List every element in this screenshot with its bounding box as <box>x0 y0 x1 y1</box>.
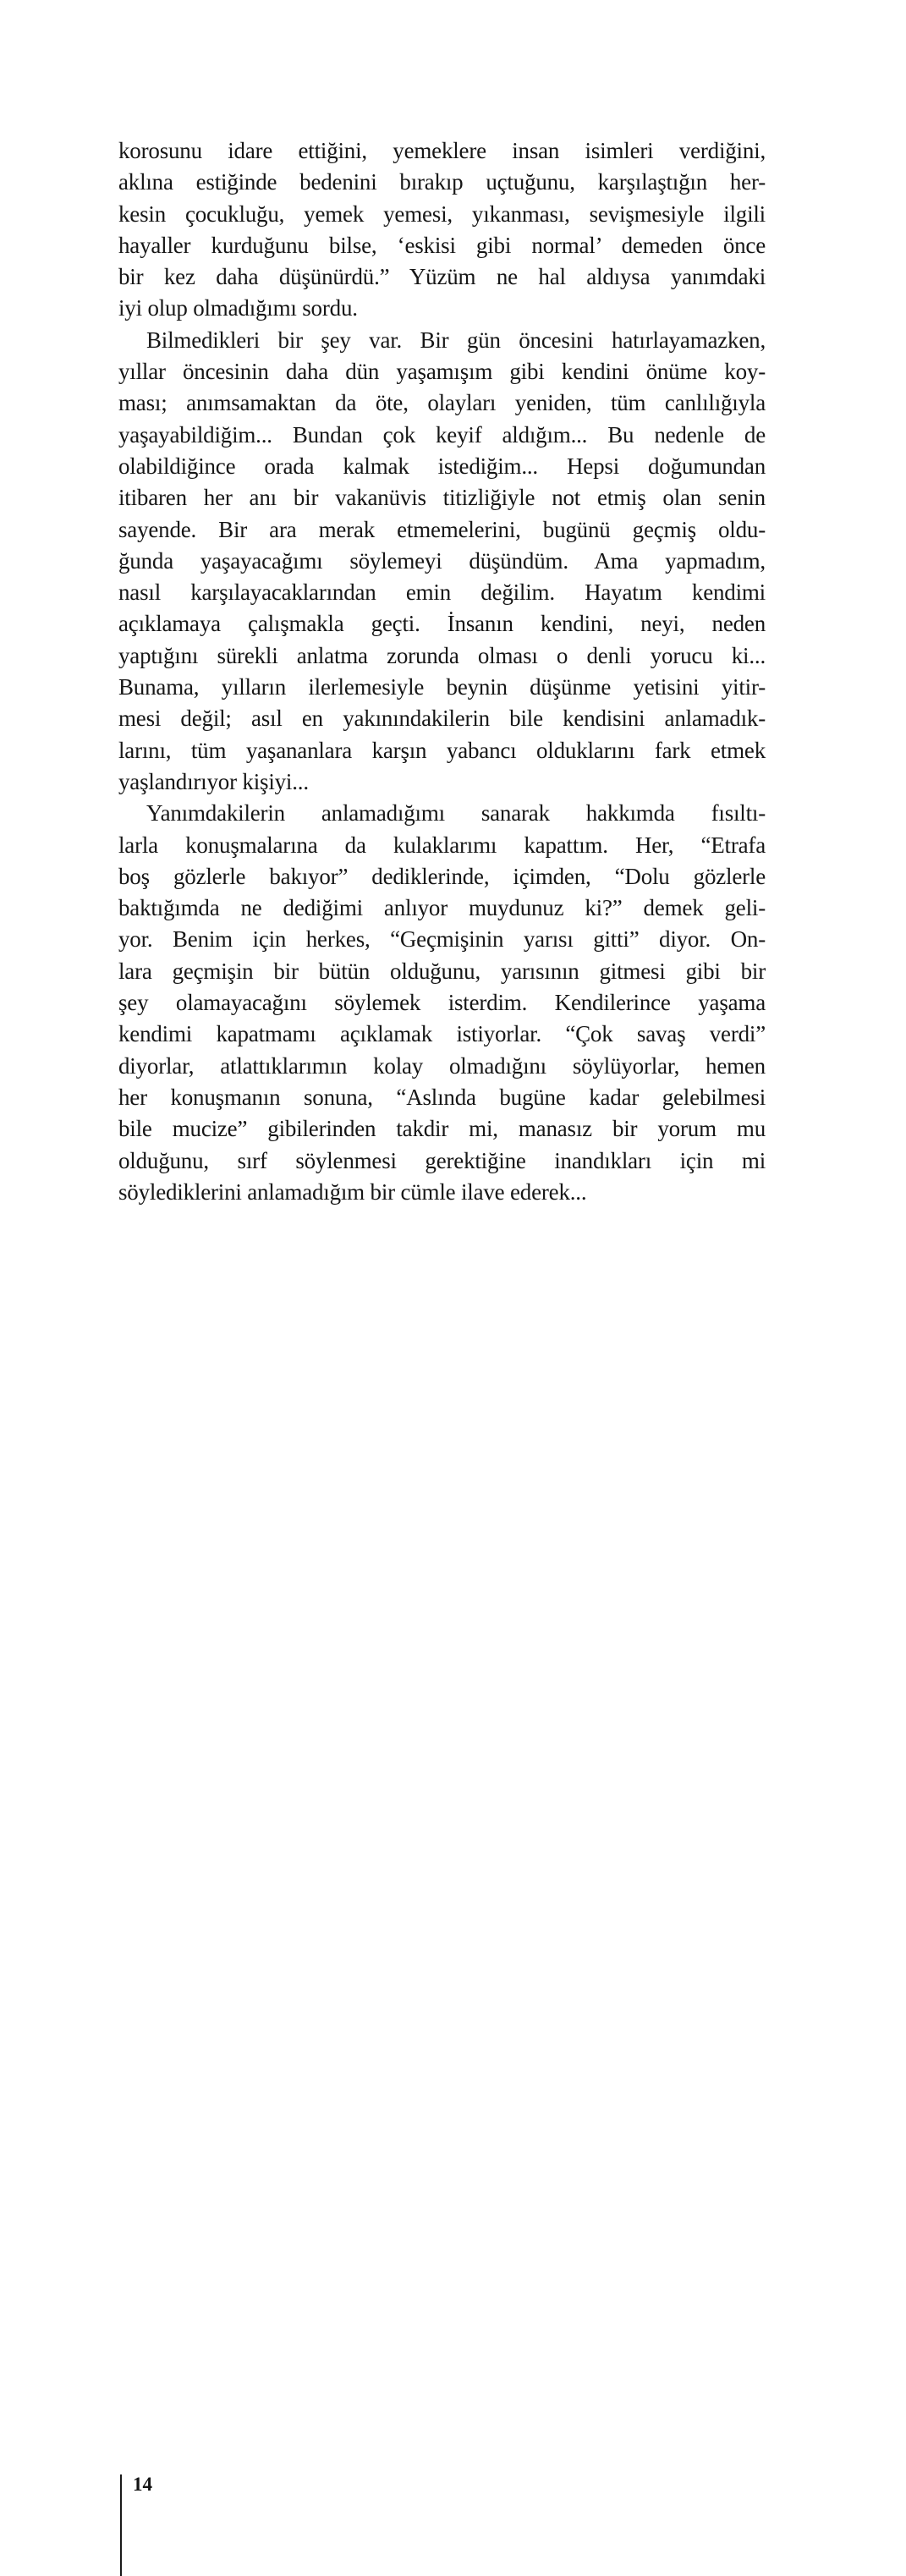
text-line: diyorlar, atlattıklarımın kolay olmadığını söylüyorlar, hemen <box>118 1052 766 1079</box>
spine-rule <box>120 2474 122 2576</box>
paragraph <box>118 325 766 798</box>
text-block <box>118 135 766 1208</box>
text-line: kendimi kapatmamı açıklamak istiyorlar. “Çok savaş verdi” <box>118 1021 766 1047</box>
text-line: yaşlandırıyor kişiyi... <box>118 768 309 794</box>
text-line: yaptığını sürekli anlatma zorunda olması o denli yorucu ki... <box>118 642 766 668</box>
text-line: lara geçmişin bir bütün olduğunu, yarısının gitmesi gibi bir <box>118 958 766 984</box>
text-line: baktığımda ne dediğimi anlıyor muydunuz ki?” demek geli- <box>118 895 766 921</box>
text-line: her konuşmanın sonuna, “Aslında bugüne kadar gelebilmesi <box>118 1084 766 1110</box>
text-line: korosunu idare ettiğini, yemeklere insan isimleri verdiğini, <box>118 138 766 163</box>
text-line: Bilmedikleri bir şey var. Bir gün öncesini hatırlayamazken, <box>146 327 766 353</box>
text-line: boş gözlerle bakıyor” dediklerinde, içimden, “Dolu gözlerle <box>118 863 766 889</box>
text-line: bile mucize” gibilerinden takdir mi, manasız bir yorum mu <box>118 1116 766 1142</box>
text-line: itibaren her anı bir vakanüvis titizliğiyle not etmiş olan senin <box>118 485 766 511</box>
text-line: mesi değil; asıl en yakınındakilerin bile kendisini anlamadık- <box>118 706 766 732</box>
text-line: Yanımdakilerin anlamadığımı sanarak hakkımda fısıltı- <box>146 800 766 827</box>
text-line: kesin çocukluğu, yemek yemesi, yıkanması, sevişmesiyle ilgili <box>118 200 766 227</box>
page-footer <box>0 1237 906 2495</box>
text-line: ğunda yaşayacağımı söylemeyi düşündüm. Ama yapmadım, <box>118 547 766 574</box>
paragraph <box>118 135 766 325</box>
text-line: şey olamayacağını söylemek isterdim. Kendilerince yaşama <box>118 990 766 1016</box>
text-line: bir kez daha düşünürdü.” Yüzüm ne hal aldıysa yanımdaki <box>118 264 766 290</box>
text-line: hayaller kurduğunu bilse, ‘eskisi gibi normal’ demeden önce <box>118 232 766 258</box>
text-line: nasıl karşılayacaklarından emin değilim. Hayatım kendimi <box>118 579 766 606</box>
text-line: iyi olup olmadığımı sordu. <box>118 295 358 321</box>
text-line: yaşayabildiğim... Bundan çok keyif aldığım... Bu nedenle de <box>118 421 766 448</box>
text-line: olabildiğince orada kalmak istediğim... Hepsi doğumundan <box>118 453 766 479</box>
text-line: larla konuşmalarına da kulaklarımı kapattım. Her, “Etrafa <box>118 832 766 858</box>
page-number: 14 <box>133 2474 152 2495</box>
text-line: sayende. Bir ara merak etmemelerini, bugünü geçmiş oldu- <box>118 516 766 542</box>
text-line: söylediklerini anlamadığım bir cümle ilave ederek... <box>118 1178 587 1205</box>
text-line: ması; anımsamaktan da öte, olayları yeniden, tüm canlılığıyla <box>118 390 766 416</box>
text-line: açıklamaya çalışmakla geçti. İnsanın kendini, neyi, neden <box>118 611 766 637</box>
text-line: Bunama, yılların ilerlemesiyle beynin düşünme yetisini yitir- <box>118 674 766 700</box>
text-line: yıllar öncesinin daha dün yaşamışım gibi kendini önüme koy- <box>118 359 766 385</box>
paragraph <box>118 798 766 1208</box>
text-line: aklına estiğinde bedenini bırakıp uçtuğunu, karşılaştığın her- <box>118 169 766 195</box>
text-line: olduğunu, sırf söylenmesi gerektiğine inandıkları için mi <box>118 1147 766 1173</box>
text-line: larını, tüm yaşananlara karşın yabancı olduklarını fark etmek <box>118 737 766 763</box>
text-line: yor. Benim için herkes, “Geçmişinin yarısı gitti” diyor. On- <box>118 926 766 953</box>
